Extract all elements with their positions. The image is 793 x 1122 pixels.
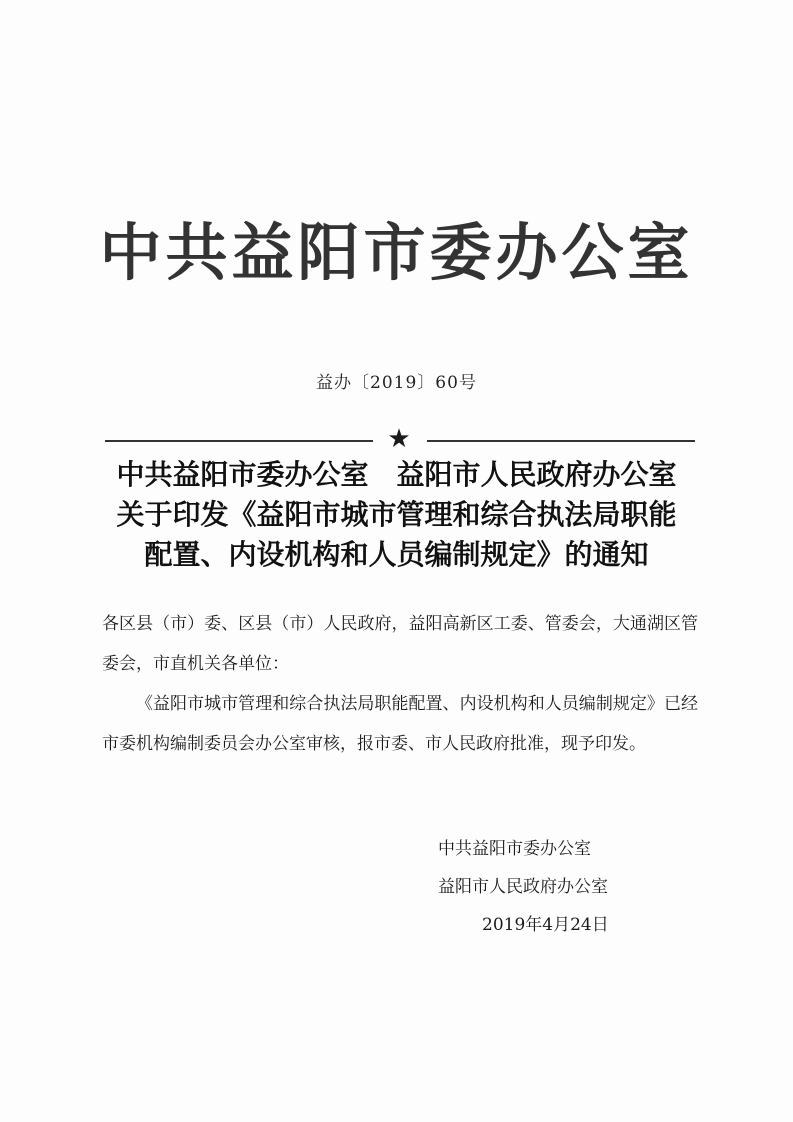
body-paragraph: 《益阳市城市管理和综合执法局职能配置、内设机构和人员编制规定》已经市委机构编制委员会办公室审核，报市委、市人民政府批准，现予印发。 bbox=[102, 694, 698, 754]
document-body bbox=[102, 604, 698, 764]
document-title bbox=[80, 455, 713, 575]
title-line-2: 关于印发《益阳市城市管理和综合执法局职能 bbox=[116, 498, 677, 531]
masthead-title: 中共益阳市委办公室 bbox=[99, 216, 694, 289]
signature-block bbox=[438, 830, 698, 944]
title-line-3: 配置、内设机构和人员编制规定》的通知 bbox=[144, 538, 649, 571]
document-number: 益办〔2019〕60号 bbox=[316, 373, 477, 393]
signature-issuer-2: 益阳市人民政府办公室 bbox=[438, 877, 608, 897]
signature-date: 2019年4月24日 bbox=[482, 915, 609, 935]
title-issuer-2: 益阳市人民政府办公室 bbox=[396, 458, 677, 491]
separator-line-left bbox=[105, 440, 373, 442]
star-icon: ★ bbox=[387, 424, 411, 454]
signature-issuer-1: 中共益阳市委办公室 bbox=[438, 839, 591, 859]
addressee: 各区县（市）委、区县（市）人民政府，益阳高新区工委、管委会，大通湖区管委会，市直机关各单位： bbox=[102, 614, 698, 674]
separator-line-right bbox=[427, 440, 695, 442]
title-line-1 bbox=[80, 455, 713, 495]
title-issuer-1: 中共益阳市委办公室 bbox=[116, 458, 369, 491]
